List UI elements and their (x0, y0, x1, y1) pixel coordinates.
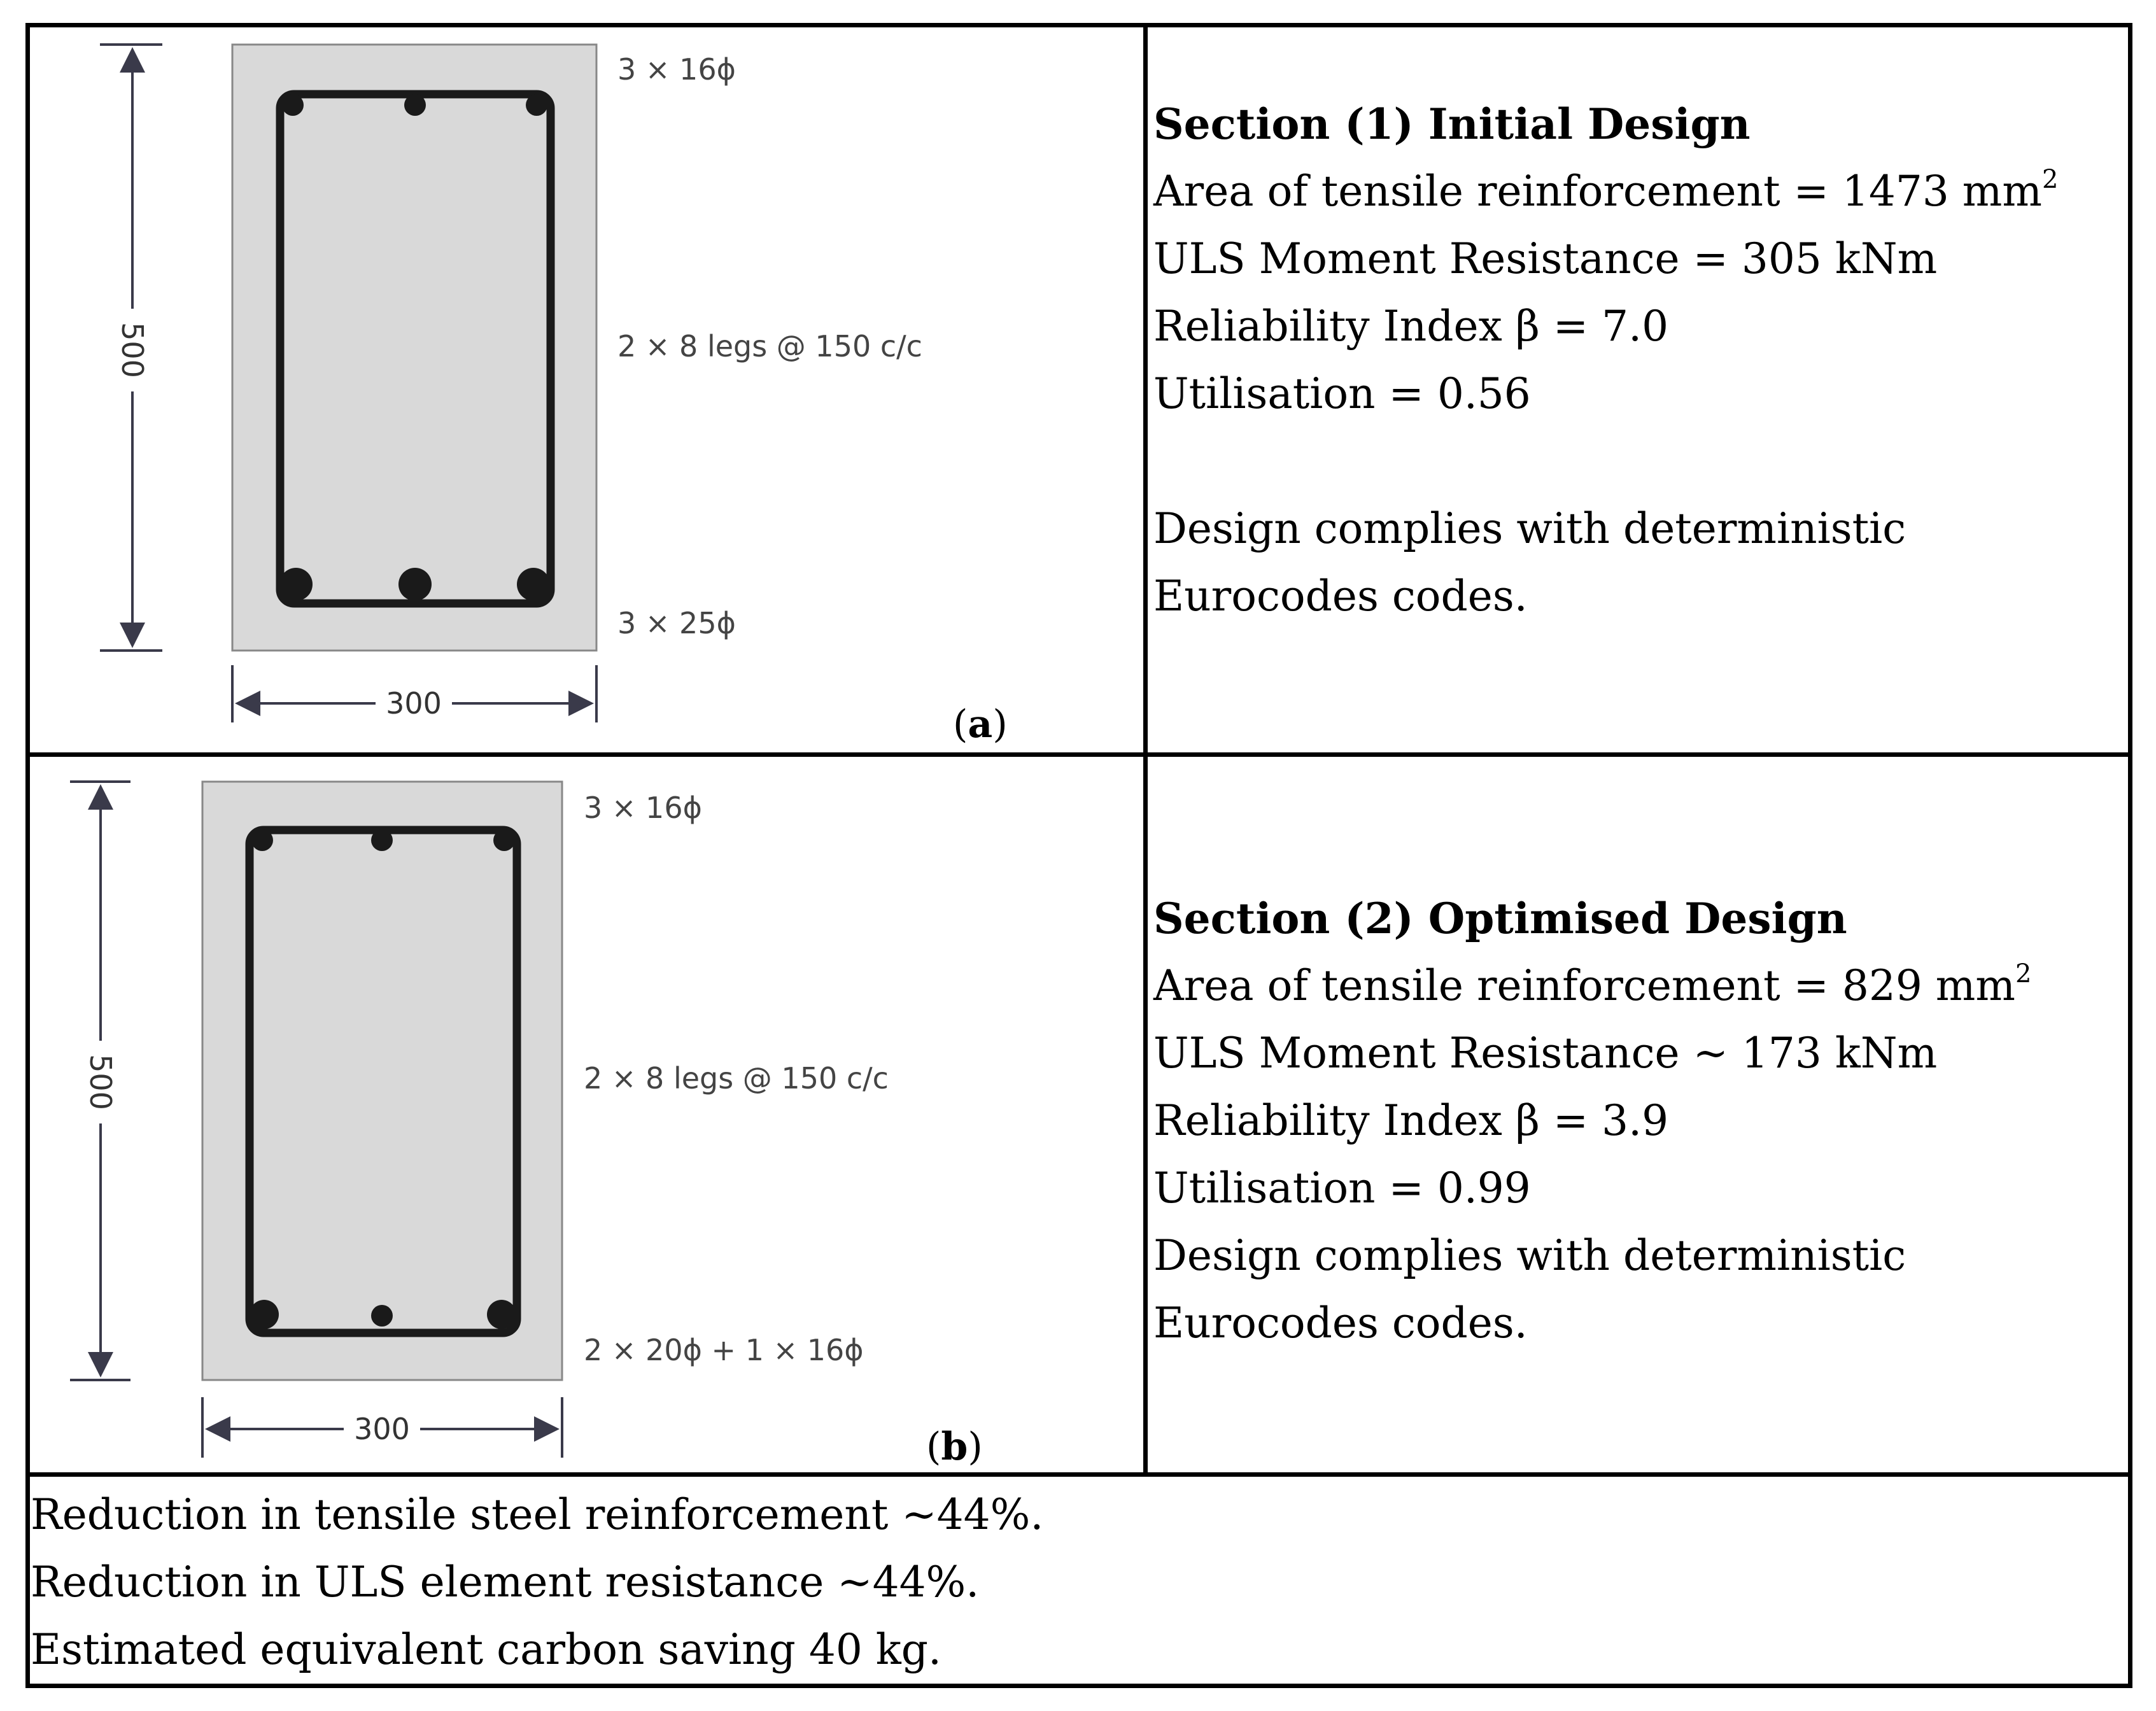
section-a-height-label: 500 (115, 322, 150, 378)
section-a-width-label: 300 (386, 686, 442, 721)
section-b-top-bar-1 (251, 829, 273, 851)
section-b-area: Area of tensile reinforcement = 829 $mm^2$ (1153, 959, 2032, 1010)
section-a-reliability: Reliability Index β = 7.0 (1153, 302, 1669, 351)
section-b-top-bars-label: 3 × 16ϕ (584, 791, 702, 825)
section-a-bottom-bar-2 (398, 568, 432, 601)
section-a-complies-1: Design complies with deterministic (1153, 504, 1906, 553)
section-b-bottom-bars-label: 2 × 20ϕ + 1 × 16ϕ (584, 1333, 864, 1367)
section-b-links-label: 2 × 8 legs @ 150 c/c (584, 1061, 889, 1095)
section-b-label: (b) (926, 1425, 983, 1469)
section-b-title: Section (2) Optimised Design (1153, 894, 1847, 943)
section-a-top-bars-label: 3 × 16ϕ (617, 52, 736, 87)
spacer (1153, 428, 2058, 495)
section-a-top-bar-3 (526, 94, 547, 116)
section-a-title: Section (1) Initial Design (1153, 99, 1751, 149)
section-b-info (1153, 885, 2031, 1357)
section-b-width-label: 300 (354, 1412, 410, 1446)
section-a-area: Area of tensile reinforcement = 1473 $mm^2$ (1153, 165, 2059, 216)
section-a-top-bar-1 (282, 94, 304, 116)
section-a-info (1153, 90, 2058, 630)
section-b-uls: ULS Moment Resistance ~ 173 kNm (1153, 1029, 1938, 1078)
section-b-height-label: 500 (83, 1054, 118, 1110)
section-a-top-bar-2 (404, 94, 426, 116)
section-a-links-label: 2 × 8 legs @ 150 c/c (617, 329, 922, 363)
section-b-reliability: Reliability Index β = 3.9 (1153, 1096, 1669, 1145)
section-b-bottom-bar-3 (487, 1300, 516, 1329)
table-column-divider (1143, 23, 1148, 1476)
section-b-utilisation: Utilisation = 0.99 (1153, 1164, 1531, 1213)
section-b-concrete (202, 782, 562, 1380)
section-b-bottom-bar-1 (250, 1300, 279, 1329)
section-b-top-bar-2 (371, 829, 393, 851)
section-a-label: (a) (953, 702, 1008, 747)
section-a-drawing (100, 45, 1008, 747)
section-a-complies-2: Eurocodes codes. (1153, 572, 1528, 621)
section-a-uls: ULS Moment Resistance = 305 kNm (1153, 234, 1938, 283)
section-b-bottom-bar-2 (371, 1305, 393, 1327)
section-a-bottom-bars-label: 3 × 25ϕ (617, 606, 736, 640)
summary-line-3: Estimated equivalent carbon saving 40 kg. (31, 1625, 942, 1674)
table-row-divider-2 (25, 1472, 2132, 1477)
section-b-complies-2: Eurocodes codes. (1153, 1299, 1528, 1348)
summary-line-1: Reduction in tensile steel reinforcement ~44%. (31, 1490, 1044, 1539)
section-b-complies-1: Design complies with deterministic (1153, 1231, 1906, 1280)
section-b-drawing (70, 782, 983, 1469)
summary-line-2: Reduction in ULS element resistance ~44%. (31, 1558, 980, 1607)
section-a-concrete (232, 45, 596, 651)
section-a-bottom-bar-3 (517, 568, 550, 601)
section-drawings (0, 0, 1139, 1470)
section-a-utilisation: Utilisation = 0.56 (1153, 369, 1531, 418)
section-a-bottom-bar-1 (279, 568, 313, 601)
summary (31, 1481, 1043, 1684)
section-b-top-bar-3 (493, 829, 515, 851)
